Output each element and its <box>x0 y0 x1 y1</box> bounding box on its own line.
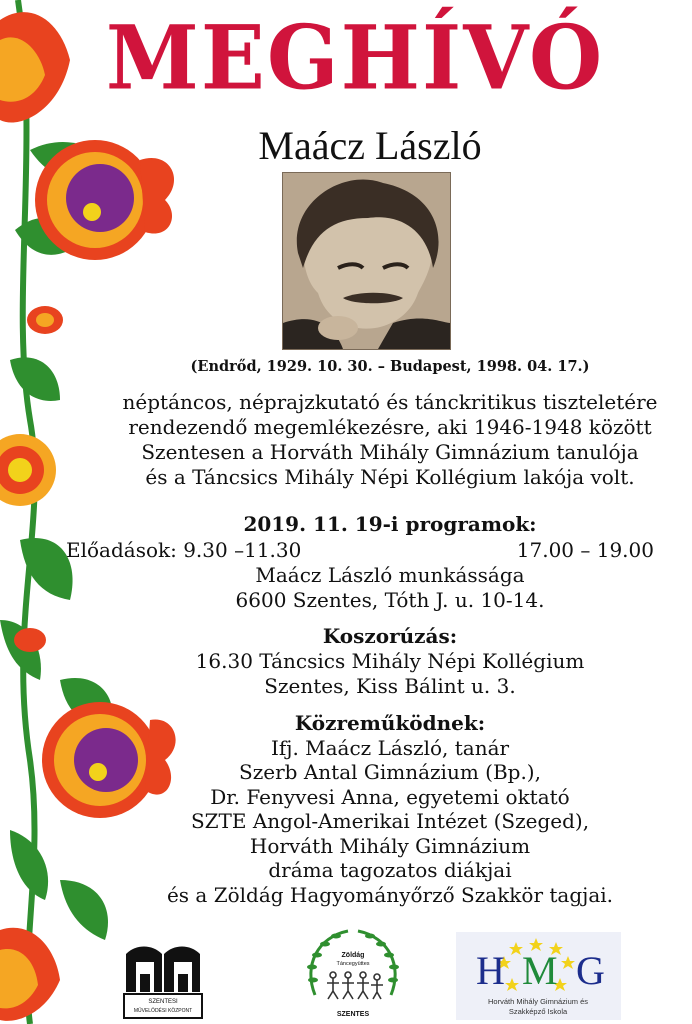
logo-caption: MŰVELŐDÉSI KÖZPONT <box>133 1008 193 1014</box>
logo-caption: Horváth Mihály Gimnázium és <box>487 997 589 1006</box>
participant-line: Horváth Mihály Gimnázium <box>249 833 531 858</box>
hmg-letter: M <box>522 948 558 993</box>
program-details <box>110 563 670 613</box>
wreath-line: 16.30 Táncsics Mihály Népi Kollégium <box>195 649 585 673</box>
hmg-logo <box>456 932 621 1020</box>
logo-city: SZENTES <box>336 1011 370 1018</box>
participant-line: SZTE Angol-Amerikai Intézet (Szeged), <box>190 809 590 833</box>
hmg-emblem <box>456 932 621 1020</box>
book-arch-icon <box>122 940 204 1020</box>
lectures-second-time: 17.00 – 19.00 <box>516 538 654 562</box>
participant-line: és a Zöldág Hagyományőrző Szakkör tagjai. <box>166 882 614 907</box>
hmg-letter: H <box>476 948 505 993</box>
wreath-heading: Koszorúzás: <box>322 624 458 648</box>
zoldag-logo <box>303 925 403 1020</box>
hmg-letter: G <box>576 948 605 993</box>
portrait-image <box>283 173 450 349</box>
participants-section <box>110 711 670 907</box>
program-topic: Maácz László munkássága <box>255 563 525 587</box>
wreath-line: Szentes, Kiss Bálint u. 3. <box>264 674 516 698</box>
daisy-icon <box>0 434 56 506</box>
lectures-label: Előadások: 9.30 –11.30 <box>66 538 302 562</box>
wreath-dancers-icon <box>303 925 403 1020</box>
intro-line: néptáncos, néprajzkutató és tánckritikus tiszteletére <box>122 390 658 414</box>
participant-line: Ifj. Maácz László, tanár <box>270 735 510 760</box>
logo-title: Zöldág <box>341 952 365 959</box>
poster-title: MEGHÍVÓ <box>105 5 605 110</box>
intro-line: Szentesen a Horváth Mihály Gimnázium tanulója <box>141 440 639 464</box>
logo-subtitle: Táncegyüttes <box>336 961 370 967</box>
logo-caption: SZENTESI <box>148 999 178 1005</box>
logo-caption: Szakképző Iskola <box>508 1007 568 1016</box>
participants-heading: Közreműködnek: <box>294 711 486 735</box>
program-address: 6600 Szentes, Tóth J. u. 10-14. <box>235 588 545 612</box>
wreath-section <box>110 624 670 699</box>
participant-line: dráma tagozatos diákjai <box>268 858 512 882</box>
cultural-center-logo <box>122 940 204 1020</box>
intro-text <box>110 390 670 490</box>
program-heading: 2019. 11. 19-i programok: <box>243 512 537 536</box>
life-dates: (Endrőd, 1929. 10. 30. – Budapest, 1998. 04. 17.) <box>190 358 590 375</box>
tulip-icon <box>0 12 70 122</box>
honoree-name: Maácz László <box>258 123 482 168</box>
intro-line: és a Táncsics Mihály Népi Kollégium lakója volt. <box>145 465 635 489</box>
portrait-photo <box>282 172 451 350</box>
participant-line: Szerb Antal Gimnázium (Bp.), <box>239 760 541 784</box>
intro-line: rendezendő megemlékezésre, aki 1946-1948 között <box>128 415 652 439</box>
tulip-icon <box>0 928 60 1021</box>
participant-line: Dr. Fenyvesi Anna, egyetemi oktató <box>210 784 570 809</box>
lectures-row <box>66 538 656 562</box>
